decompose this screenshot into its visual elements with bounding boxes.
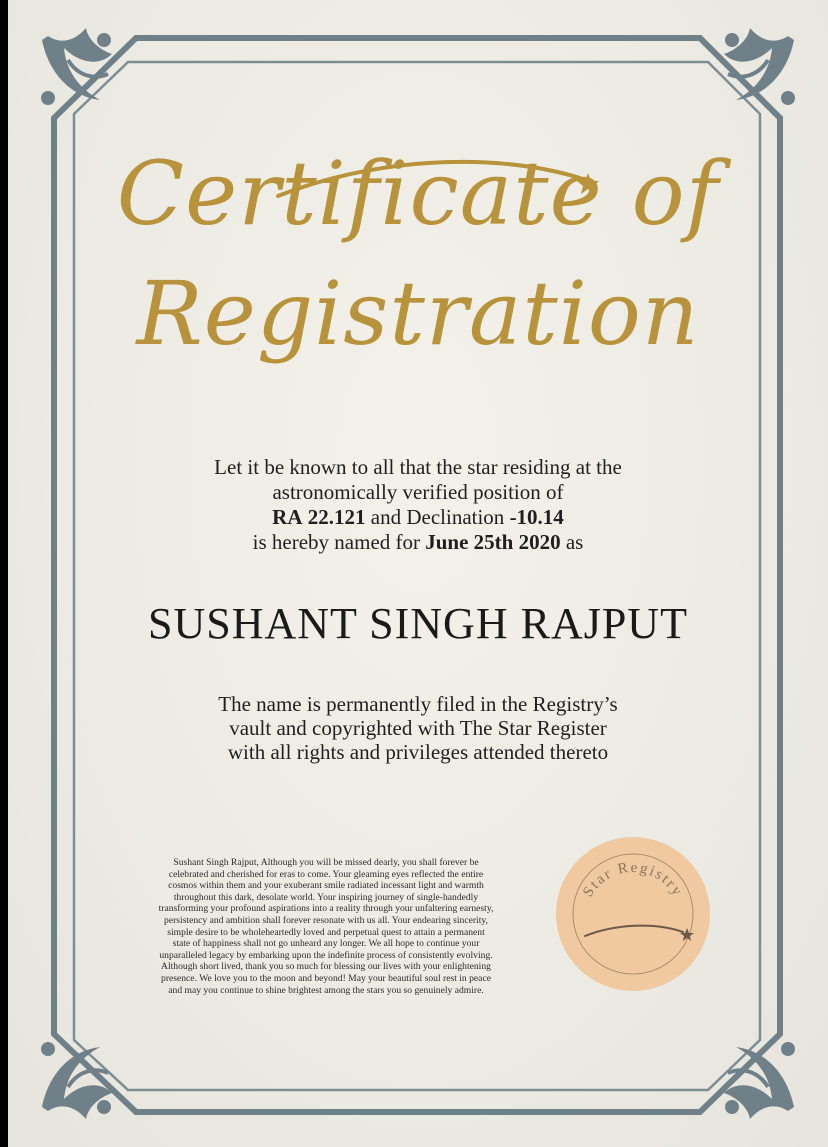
title-line-2: Registration: [136, 262, 700, 365]
filed-line-3: with all rights and privileges attended thereto: [227, 740, 609, 764]
tribute-paragraph: [116, 857, 536, 996]
tribute-line: cosmos within them and your exuberant smile radiated incessant light and warmth: [168, 880, 484, 892]
tribute-line: presence. We love you to the moon and beyond! May your beautiful soul rest in peace: [161, 972, 491, 984]
certificate-page: [8, 0, 828, 1147]
filed-line-1: The name is permanently filed in the Registry’s: [218, 692, 618, 716]
tribute-line: throughout this dark, desolate world. Your inspiring journey of single-handedly: [173, 891, 479, 903]
intro-line-2: astronomically verified position of: [272, 480, 564, 504]
tribute-line: transforming your profound aspirations into a reality through your unfaltering earnesty,: [158, 903, 494, 915]
position-line: [108, 505, 728, 530]
tribute-line: and may you continue to shine brightest among the stars you so genuinely admire.: [168, 984, 484, 996]
tribute-line: simple desire to be wholeheartedly loved and perpetual quest to attain a permanent: [167, 926, 485, 938]
star-registry-seal: [555, 836, 711, 992]
ra-label: RA: [272, 505, 303, 529]
declination-label: and Declination: [370, 505, 505, 529]
date-line: [108, 530, 728, 555]
filed-line-2: vault and copyrighted with The Star Register: [229, 716, 607, 740]
tribute-line: celebrated and cherished for eras to come. Your gleaming eyes reflected the entire: [168, 868, 484, 880]
tribute-line: unparalleled legacy by embarking upon the indefinite process of consistently evolving.: [159, 949, 493, 961]
tribute-line: Although short lived, thank you so much for blessing our lives with your enlightening: [161, 961, 491, 973]
tribute-line: Sushant Singh Rajput, Although you will be missed dearly, you shall forever be: [173, 857, 479, 868]
date-prefix: is hereby named for: [252, 530, 420, 554]
intro-paragraph: [108, 455, 728, 555]
title-line-1: Certificate of: [116, 142, 720, 245]
intro-line-1: Let it be known to all that the star residing at the: [214, 455, 622, 479]
ra-value: 22.121: [307, 505, 366, 529]
declination-value: -10.14: [509, 505, 564, 529]
tribute-line: persistency and ambition shall forever resonate with us all. Your endearing sincerity,: [164, 914, 488, 926]
registration-date: June 25th 2020: [425, 530, 561, 554]
filed-paragraph: [128, 692, 708, 764]
star-name: SUSHANT SINGH RAJPUT: [148, 599, 688, 648]
seal-text: Star Registry: [580, 859, 686, 901]
tribute-line: state of happiness shall not go unheard any longer. We all hope to continue your: [172, 938, 480, 950]
date-suffix: as: [565, 530, 584, 554]
